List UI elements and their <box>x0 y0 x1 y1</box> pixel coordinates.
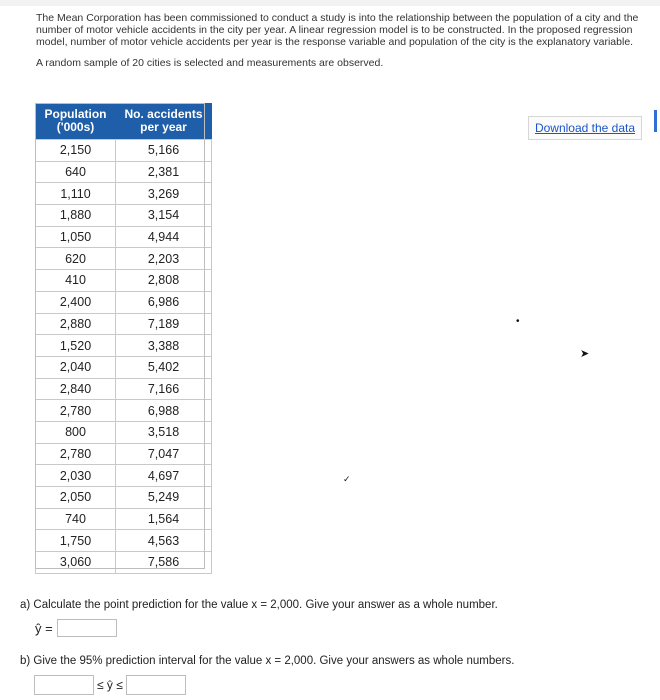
table-row <box>36 161 212 183</box>
accidents-cell: 2,381 <box>116 161 212 183</box>
table-row <box>36 443 212 465</box>
population-cell: 2,150 <box>36 140 116 162</box>
accidents-header-line1: No. accidents <box>124 107 203 121</box>
intro-paragraph: The Mean Corporation has been commissioned to conduct a study is into the relationship between the population of a city and the number of motor vehicle accidents in the city per year. A linear regression model is to be constructed. In the proposed regression model, number of motor vehicle accidents per year is the response variable and population of the city is the explanatory variable. <box>36 12 639 48</box>
table-row <box>36 335 212 357</box>
population-cell: 1,880 <box>36 205 116 227</box>
accidents-cell: 7,047 <box>116 443 212 465</box>
table-row <box>36 205 212 227</box>
population-cell: 2,780 <box>36 400 116 422</box>
stray-dot: • <box>516 316 520 327</box>
table-header-row <box>36 103 212 140</box>
table-row <box>36 226 212 248</box>
population-cell: 2,400 <box>36 291 116 313</box>
population-header <box>36 103 116 140</box>
sample-sentence: A random sample of 20 cities is selected and measurements are observed. <box>36 57 384 69</box>
accidents-cell: 5,166 <box>116 140 212 162</box>
population-cell: 410 <box>36 270 116 292</box>
population-header-line1: Population <box>44 107 107 121</box>
population-cell: 2,040 <box>36 356 116 378</box>
table-row <box>36 291 212 313</box>
population-cell: 1,050 <box>36 226 116 248</box>
accidents-cell: 7,189 <box>116 313 212 335</box>
accidents-cell: 7,166 <box>116 378 212 400</box>
accidents-header <box>116 103 212 140</box>
download-data-link[interactable]: Download the data <box>528 116 642 140</box>
table-body <box>36 140 212 574</box>
population-cell: 2,050 <box>36 487 116 509</box>
population-cell: 620 <box>36 248 116 270</box>
cursor-icon: ➤ <box>580 348 590 360</box>
point-prediction-input[interactable] <box>57 619 117 637</box>
accidents-cell: 2,203 <box>116 248 212 270</box>
population-header-line2: ('000s) <box>56 120 95 134</box>
population-cell: 1,110 <box>36 183 116 205</box>
table-row <box>36 400 212 422</box>
problem-statement <box>36 12 646 69</box>
population-cell: 1,520 <box>36 335 116 357</box>
table-row <box>36 248 212 270</box>
accidents-cell: 2,808 <box>116 270 212 292</box>
table-row <box>36 140 212 162</box>
accidents-cell: 4,944 <box>116 226 212 248</box>
question-b-answer-row <box>34 675 186 695</box>
population-cell: 2,780 <box>36 443 116 465</box>
accidents-cell: 1,564 <box>116 508 212 530</box>
accidents-cell: 3,518 <box>116 421 212 443</box>
table-row <box>36 378 212 400</box>
population-cell: 1,750 <box>36 530 116 552</box>
yhat-label: ŷ = <box>35 620 53 636</box>
accidents-cell: 4,697 <box>116 465 212 487</box>
population-cell: 2,880 <box>36 313 116 335</box>
accidents-cell: 3,269 <box>116 183 212 205</box>
table-row <box>36 313 212 335</box>
population-cell: 3,060 <box>36 552 116 574</box>
table-row <box>36 487 212 509</box>
population-cell: 800 <box>36 421 116 443</box>
table-row <box>36 552 212 574</box>
scrollbar-edge[interactable] <box>654 110 657 132</box>
table-row <box>36 530 212 552</box>
table-row <box>36 270 212 292</box>
accidents-cell: 3,154 <box>116 205 212 227</box>
accidents-cell: 3,388 <box>116 335 212 357</box>
table-row <box>36 421 212 443</box>
interval-lower-input[interactable] <box>34 675 94 695</box>
population-cell: 2,840 <box>36 378 116 400</box>
top-strip <box>0 0 660 6</box>
accidents-cell: 7,586 <box>116 552 212 574</box>
table-row <box>36 508 212 530</box>
interval-middle-label: ≤ ŷ ≤ <box>97 678 123 692</box>
accidents-cell: 6,986 <box>116 291 212 313</box>
question-a-answer-row <box>35 619 117 637</box>
question-b-text: b) Give the 95% prediction interval for the value x = 2,000. Give your answers as whole numbers. <box>20 655 515 667</box>
population-cell: 740 <box>36 508 116 530</box>
table-row <box>36 183 212 205</box>
table-row <box>36 356 212 378</box>
accidents-cell: 5,249 <box>116 487 212 509</box>
accidents-cell: 6,988 <box>116 400 212 422</box>
population-cell: 640 <box>36 161 116 183</box>
accidents-cell: 4,563 <box>116 530 212 552</box>
question-a-text: a) Calculate the point prediction for the value x = 2,000. Give your answer as a whole number. <box>20 599 498 611</box>
stray-check-mark: ✓ <box>343 474 351 484</box>
accidents-header-line2: per year <box>140 120 187 134</box>
interval-upper-input[interactable] <box>126 675 186 695</box>
data-table <box>35 103 212 574</box>
table-row <box>36 465 212 487</box>
accidents-cell: 5,402 <box>116 356 212 378</box>
population-cell: 2,030 <box>36 465 116 487</box>
